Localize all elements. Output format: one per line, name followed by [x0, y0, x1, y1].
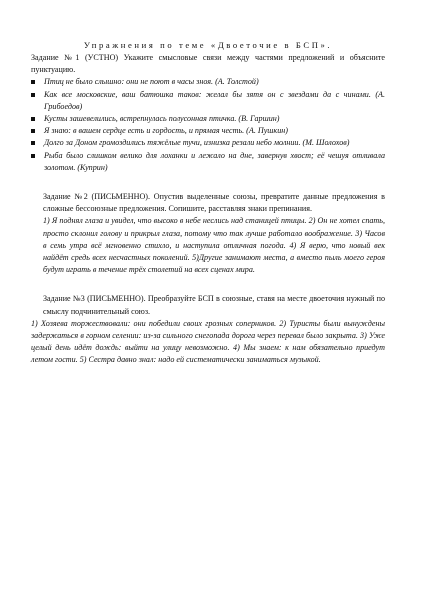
task-1 [31, 52, 385, 174]
page-title: Упражнения по теме «Двоеточие в БСП». [83, 40, 333, 50]
list-item: Как все московские, ваш батюшка таков: желал бы зятя он с звездами да с чинами. (А. Грибоедов) [44, 89, 385, 113]
spacer [31, 174, 385, 191]
task-1-list [31, 76, 385, 174]
task-3-sentences: 1) Хозяева торжествовали: они победили своих грозных соперников. 2) Туристы были вынуждены задержаться в горном селении: из-за сильного снегопада дорога через перевал было закрыта. 3) Уже целый день идёт дождь: выйти на улицу невозможно. 4) Мы знаем: к нам обязательно приедут летом гости. 5) Сестра давно знал: надо ей систематически заниматься музыкой. [31, 318, 385, 365]
task-2 [31, 191, 385, 276]
list-item: Я знаю: в вашем сердце есть и гордость, и прямая честь. (А. Пушкин) [44, 125, 385, 137]
list-item: Кусты зашевелились, встрепнулась полусонная птичка. (В. Гаршин) [44, 113, 385, 125]
task-2-sentences: 1) Я поднял глаза и увидел, что высоко в небе неслись над станицей птицы. 2) Он не хотел спать, просто склонил голову и прикрыл глаза, потому что так лучше работало воображение. 3) Часов в семь утра всё мгновенно стихло, и наступила отличная погода. 4) Я верю, что новый век найдёт средь всех несчастных поколений. 5)Другие занимают места, а вместо пыль моего героя будут играть в течение трёх столетий на всех сценах мира. [43, 216, 385, 275]
list-item: Птиц не было слышно: они не поют в часы зноя. (А. Толстой) [44, 76, 385, 88]
task-3 [31, 293, 385, 366]
list-item: Долго за Доном громоздились тяжёлые тучи, изнизка резали небо молнии. (М. Шолохов) [44, 137, 385, 149]
task-3-heading: Задание №3 (ПИСЬМЕННО). Преобразуйте БСП в союзные, ставя на месте двоеточия нужный по смыслу подчинительный союз. [43, 294, 385, 316]
task-2-heading: Задание №2 (ПИСЬМЕННО). Опустив выделенные союзы, превратите данные предложения в сложные бессоюзные предложения. Сопишите, расставляя знаки препинания. [43, 192, 385, 214]
task-1-heading: Задание №1 (УСТНО) Укажите смысловые связи между частями предложений и объясните пунктуацию. [31, 53, 385, 75]
spacer [31, 276, 385, 293]
list-item: Рыба было слишком велико для лоханки и лежало на дне, завернув хвост; её чешуя отливала золотом. (Куприн) [44, 150, 385, 174]
